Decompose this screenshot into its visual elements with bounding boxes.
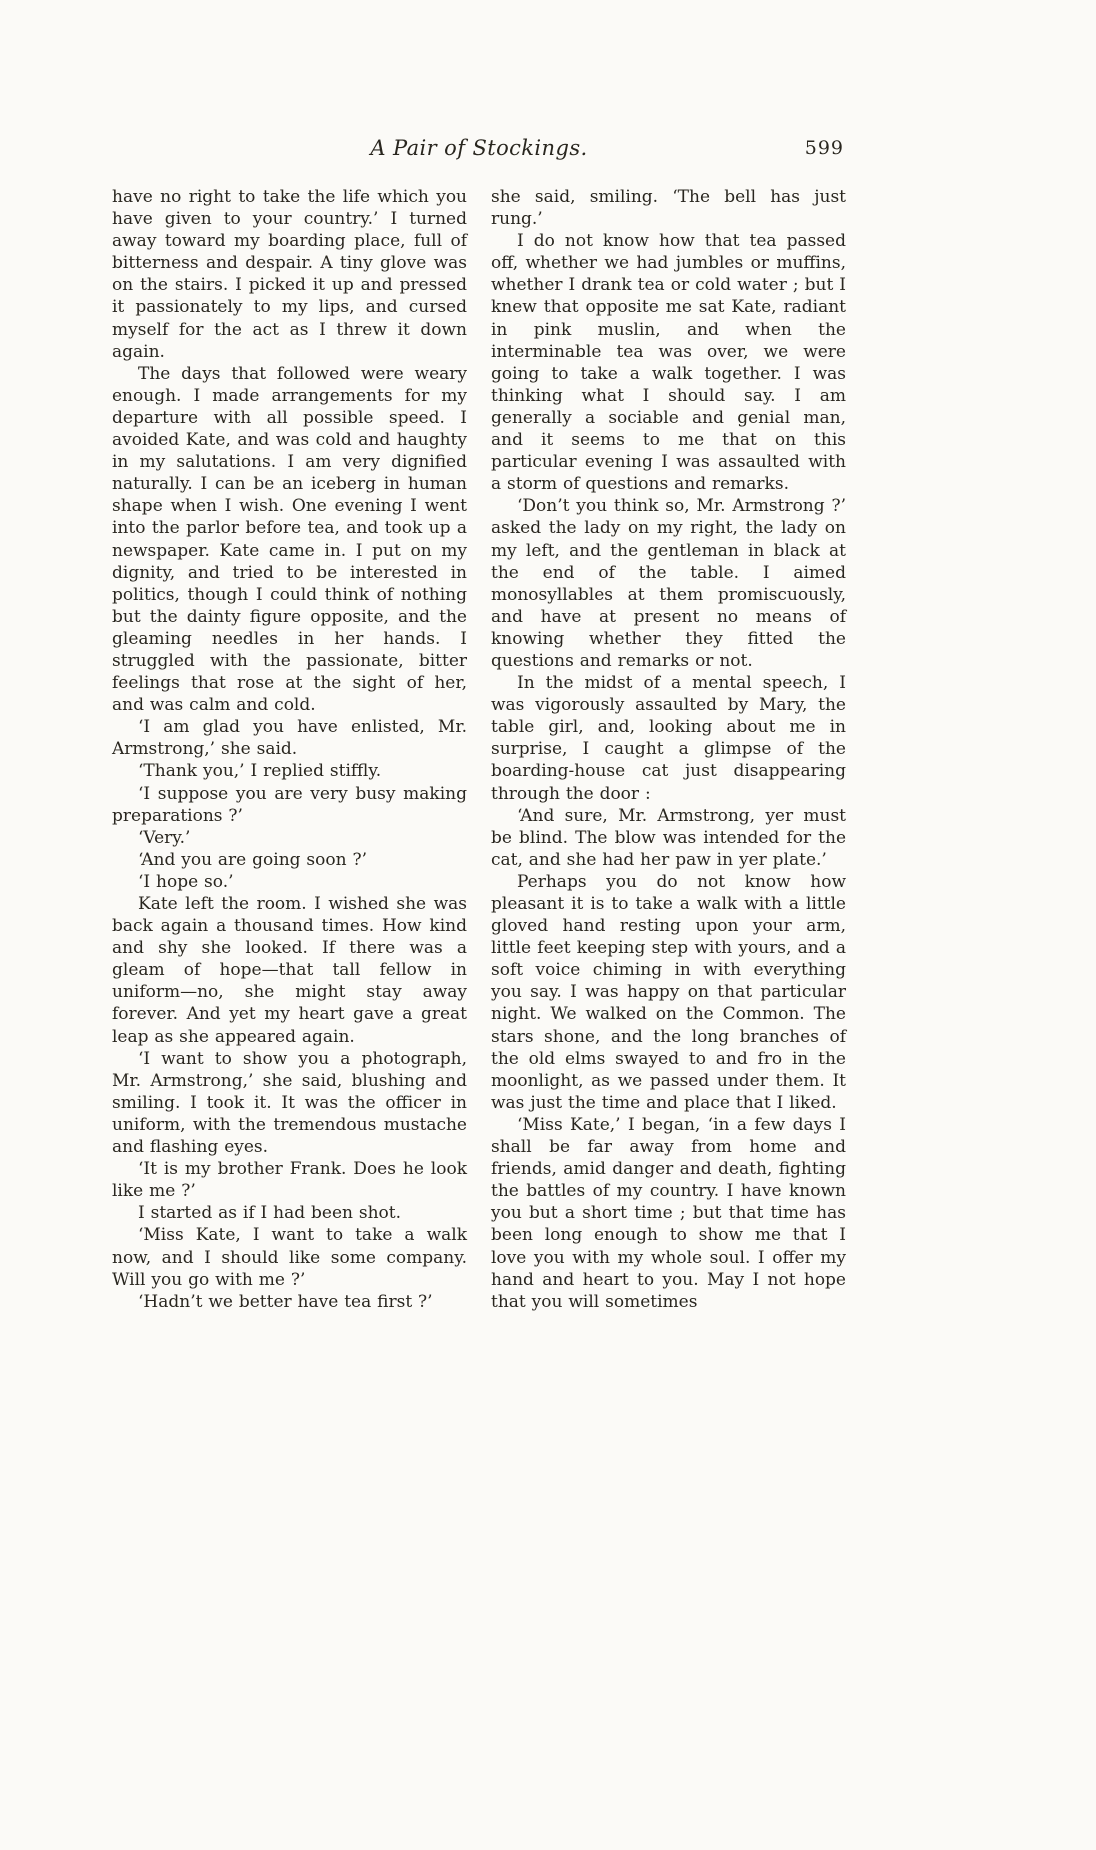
paragraph: ‘I suppose you are very busy making preparations ?’ [112,783,467,826]
paragraph: ‘I hope so.’ [138,871,234,892]
paragraph: ‘Hadn’t we better have tea first ?’ [138,1291,433,1312]
column-left [112,186,467,1313]
paragraph: ‘Don’t you think so, Mr. Armstrong ?’ asked the lady on my right, the lady on my left, and the gentleman in black at the end of the table. I aimed monosyllables at them promiscuously, and have at present no means of knowing whether they fitted the questions and remarks or not. [491,496,846,671]
paragraph: I do not know how that tea passed off, whether we had jumbles or muffins, whether I drank tea or cold water ; but I knew that opposite me sat Kate, radiant in pink muslin, and when the interminable tea was over, we were going to take a walk together. I was thinking what I should say. I am generally a sociable and genial man, and it seems to me that on this particular evening I was assaulted with a storm of questions and remarks. [491,231,846,495]
page-header [112,136,846,172]
paragraph: ‘And sure, Mr. Armstrong, yer must be blind. The blow was intended for the cat, and she had her paw in yer plate.’ [491,805,846,870]
paragraph: ‘Miss Kate, I want to take a walk now, and I should like some company. Will you go with me ?’ [112,1225,467,1290]
paragraph: ‘It is my brother Frank. Does he look like me ?’ [112,1159,467,1202]
paragraph: have no right to take the life which you have given to your country.’ I turned away toward my boarding place, full of bitterness and despair. A tiny glove was on the stairs. I picked it up and pressed it passionately to my lips, and cursed myself for the act as I threw it down again. [112,187,467,362]
paragraph: I started as if I had been shot. [138,1203,401,1224]
running-title: A Pair of Stockings. [370,136,588,160]
text-columns [112,186,846,1313]
paragraph: In the midst of a mental speech, I was vigorously assaulted by Mary, the table girl, and, looking about me in surprise, I caught a glimpse of the boarding-house cat just disappearing through the door : [491,673,846,804]
paragraph: ‘Thank you,’ I replied stiffly. [138,761,382,782]
paragraph: she said, smiling. ‘The bell has just rung.’ [491,187,846,230]
page-number: 599 [804,137,844,159]
paragraph: The days that followed were weary enough. I made arrangements for my departure with all possible speed. I avoided Kate, and was cold and haughty in my salutations. I am very dignified naturally. I can be an iceberg in human shape when I wish. One evening I went into the parlor before tea, and took up a newspaper. Kate came in. I put on my dignity, and tried to be interested in politics, though I could think of nothing but the dainty figure opposite, and the gleaming needles in her hands. I struggled with the passionate, bitter feelings that rose at the sight of her, and was calm and cold. [112,363,467,716]
paragraph: ‘Very.’ [138,827,191,848]
paragraph: ‘Miss Kate,’ I began, ‘in a few days I shall be far away from home and friends, amid danger and death, fighting the battles of my country. I have known you but a short time ; but that time has been long enough to show me that I love you with my whole soul. I offer my hand and heart to you. May I not hope that you will sometimes [491,1114,846,1312]
paragraph: Perhaps you do not know how pleasant it is to take a walk with a little gloved hand resting upon your arm, little feet keeping step with yours, and a soft voice chiming in with everything you say. I was happy on that particular night. We walked on the Common. The stars shone, and the long branches of the old elms swayed to and fro in the moonlight, as we passed under them. It was just the time and place that I liked. [491,871,846,1113]
paragraph: ‘I am glad you have enlisted, Mr. Armstrong,’ she said. [112,717,467,760]
paragraph: ‘And you are going soon ?’ [138,849,367,870]
paragraph: Kate left the room. I wished she was back again a thousand times. How kind and shy she looked. If there was a gleam of hope—that tall fellow in uniform—no, she might stay away forever. And yet my heart gave a great leap as she appeared again. [112,894,467,1047]
column-right [491,186,846,1313]
paragraph: ‘I want to show you a photograph, Mr. Armstrong,’ she said, blushing and smiling. I took it. It was the officer in uniform, with the tremendous mustache and flashing eyes. [112,1048,467,1158]
